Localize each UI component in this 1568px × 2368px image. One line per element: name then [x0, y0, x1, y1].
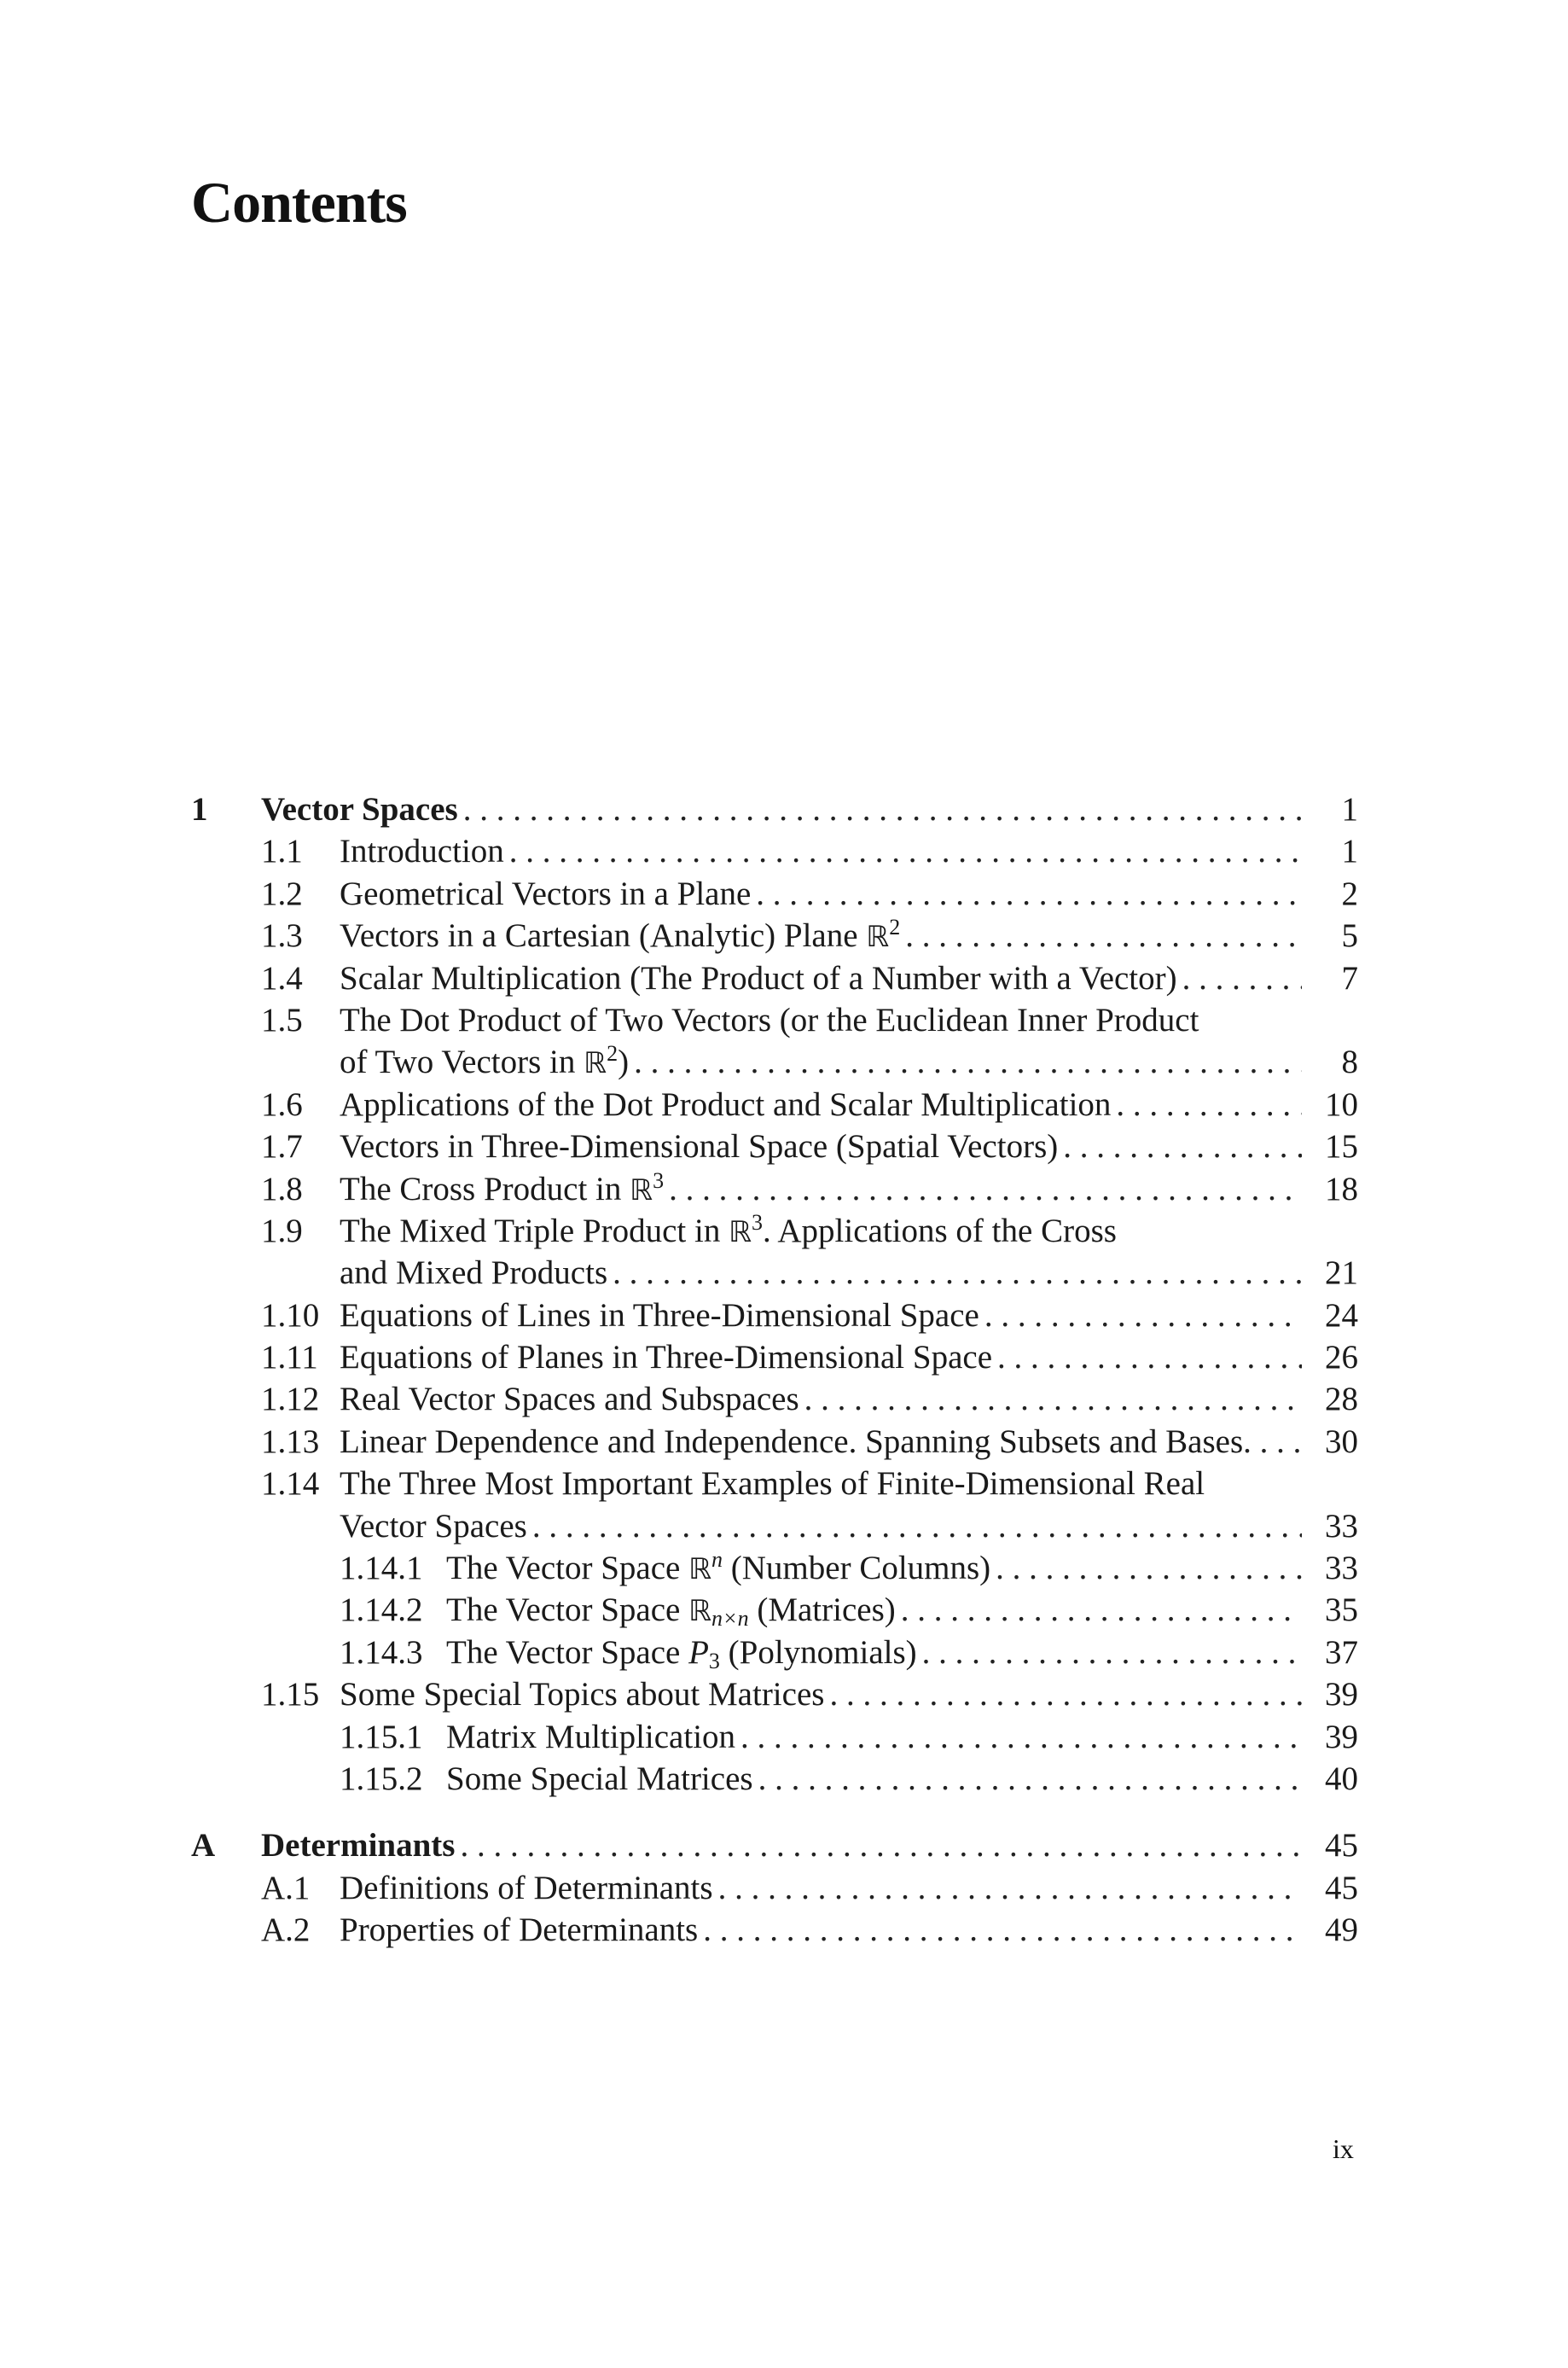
dot-leader — [756, 873, 1302, 915]
dot-leader — [984, 1295, 1302, 1336]
entry-page: 45 — [1325, 1869, 1358, 1906]
entry-page: 28 — [1325, 1381, 1358, 1418]
entry-number: 1.13 — [261, 1423, 320, 1460]
entry-title: Some Special Topics about Matrices — [340, 1676, 825, 1713]
dot-leader — [922, 1632, 1302, 1673]
entry-page: 35 — [1325, 1591, 1358, 1629]
entry-number: 1.6 — [261, 1085, 303, 1123]
entry-number: 1.7 — [261, 1128, 303, 1166]
toc-entry-1-14-continued[interactable] — [191, 1505, 1358, 1547]
entry-title: Introduction — [340, 833, 504, 870]
entry-number: A — [191, 1827, 216, 1865]
entry-title: The Vector Space ℝ$_{n\times n}$ (Matrices) — [446, 1591, 896, 1632]
dot-leader — [1063, 1126, 1302, 1167]
entry-title: The Mixed Triple Product in ℝ$^3$. Applications of the Cross — [340, 1209, 1117, 1249]
dot-leader — [758, 1758, 1302, 1800]
toc-entry-1-8[interactable] — [191, 1168, 1358, 1210]
dot-leader — [1116, 1084, 1302, 1126]
toc-entry-a-2[interactable] — [191, 1909, 1358, 1951]
toc-entry-1-15-1[interactable] — [191, 1716, 1358, 1758]
entry-number: 1.11 — [261, 1339, 318, 1376]
entry-title: Linear Dependence and Independence. Spanning Subsets and Bases — [340, 1423, 1244, 1460]
dot-leader — [460, 1824, 1302, 1866]
entry-number: 1.9 — [261, 1212, 303, 1249]
toc-entry-1-14-1[interactable] — [191, 1547, 1358, 1589]
entry-title: The Vector Space $P_3$ (Polynomials) — [446, 1633, 917, 1673]
toc-entry-chapter-1[interactable] — [191, 788, 1358, 830]
dot-leader — [703, 1909, 1302, 1951]
toc-entry-1-9-continued[interactable] — [191, 1252, 1358, 1294]
dot-leader — [1182, 957, 1302, 999]
entry-number: 1.14.1 — [340, 1550, 423, 1587]
entry-page: 49 — [1325, 1911, 1358, 1949]
toc-entry-1-3[interactable] — [191, 915, 1358, 957]
dot-leader — [740, 1716, 1302, 1758]
entry-page: 39 — [1325, 1718, 1358, 1755]
toc-entry-1-4[interactable] — [191, 957, 1358, 999]
page-title: Contents — [191, 170, 407, 235]
entry-number: 1.1 — [261, 833, 303, 870]
entry-number: 1.4 — [261, 959, 303, 997]
toc-entry-appendix-a[interactable] — [191, 1824, 1358, 1866]
page-number: ix — [1333, 2133, 1354, 2164]
dot-leader — [829, 1673, 1302, 1715]
toc-entry-1-14-3[interactable] — [191, 1632, 1358, 1673]
toc-entry-1-10[interactable] — [191, 1295, 1358, 1336]
entry-number: 1.14 — [261, 1465, 320, 1503]
toc-entry-1-9[interactable] — [191, 1210, 1358, 1252]
entry-number: 1.3 — [261, 917, 303, 955]
entry-page: 10 — [1325, 1085, 1358, 1123]
entry-number: 1.2 — [261, 875, 303, 912]
entry-title: Vector Spaces — [261, 791, 458, 828]
entry-number: 1.15 — [261, 1676, 320, 1713]
entry-title: Properties of Determinants — [340, 1911, 699, 1949]
entry-number: 1.10 — [261, 1296, 320, 1334]
entry-page: 37 — [1325, 1633, 1358, 1671]
entry-number: 1.12 — [261, 1381, 320, 1418]
toc-entry-1-5-continued[interactable] — [191, 1041, 1358, 1083]
entry-page: 18 — [1325, 1170, 1358, 1207]
dot-leader — [532, 1505, 1302, 1547]
entry-title: Matrix Multiplication — [446, 1718, 736, 1755]
toc-entry-1-7[interactable] — [191, 1126, 1358, 1167]
dot-leader — [804, 1378, 1302, 1420]
dot-leader — [634, 1041, 1302, 1083]
entry-title: Equations of Planes in Three-Dimensional Space — [340, 1339, 993, 1376]
entry-number: 1.14.3 — [340, 1633, 423, 1671]
entry-title: Equations of Lines in Three-Dimensional Space — [340, 1296, 979, 1334]
entry-page: 39 — [1325, 1676, 1358, 1713]
entry-title-continued: Vector Spaces — [340, 1507, 527, 1545]
entry-number: 1.14.2 — [340, 1591, 423, 1629]
toc-entry-a-1[interactable] — [191, 1867, 1358, 1909]
toc-entry-1-1[interactable] — [191, 830, 1358, 872]
dot-leader — [997, 1336, 1302, 1378]
entry-number: 1.15.1 — [340, 1718, 423, 1755]
entry-title: The Three Most Important Examples of Finite-Dimensional Real — [340, 1465, 1205, 1503]
entry-title-continued: of Two Vectors in ℝ$^2$) — [340, 1041, 630, 1081]
entry-title: The Vector Space ℝ$^n$ (Number Columns) — [446, 1547, 991, 1587]
entry-page: 30 — [1325, 1423, 1358, 1460]
entry-page: 45 — [1325, 1827, 1358, 1865]
entry-page: 1 — [1341, 833, 1358, 870]
entry-title: The Cross Product in ℝ$^3$ — [340, 1167, 665, 1207]
toc-entry-1-11[interactable] — [191, 1336, 1358, 1378]
entry-number: 1.8 — [261, 1170, 303, 1207]
toc-entry-1-15[interactable] — [191, 1673, 1358, 1715]
entry-title: Some Special Matrices — [446, 1760, 753, 1797]
entry-title-continued: and Mixed Products — [340, 1254, 608, 1292]
entry-title: Real Vector Spaces and Subspaces — [340, 1381, 799, 1418]
dot-leader — [463, 788, 1302, 830]
toc-entry-1-14-2[interactable] — [191, 1589, 1358, 1631]
dot-leader — [509, 830, 1302, 872]
dot-leader — [996, 1547, 1302, 1589]
entry-title: The Dot Product of Two Vectors (or the Euclidean Inner Product — [340, 1001, 1199, 1039]
entry-number: 1 — [191, 791, 208, 828]
dot-leader — [901, 1589, 1302, 1631]
toc-entry-1-5[interactable] — [191, 999, 1358, 1041]
entry-page: 7 — [1341, 959, 1358, 997]
entry-page: 2 — [1341, 875, 1358, 912]
toc-entry-1-14[interactable] — [191, 1463, 1358, 1504]
entry-page: 33 — [1325, 1550, 1358, 1587]
dot-leader — [669, 1168, 1302, 1210]
dot-leader — [718, 1867, 1302, 1909]
entry-title: Scalar Multiplication (The Product of a Number with a Vector) — [340, 959, 1177, 997]
entry-page: 21 — [1325, 1254, 1358, 1292]
toc-entry-1-6[interactable] — [191, 1084, 1358, 1126]
entry-page: 24 — [1325, 1296, 1358, 1334]
toc-entry-1-12[interactable] — [191, 1378, 1358, 1420]
entry-title: Applications of the Dot Product and Scalar Multiplication — [340, 1085, 1112, 1123]
entry-number: 1.15.2 — [340, 1760, 423, 1797]
entry-page: 15 — [1325, 1128, 1358, 1166]
entry-page: 26 — [1325, 1339, 1358, 1376]
entry-title: Vectors in a Cartesian (Analytic) Plane ℝ$^2$ — [340, 915, 901, 955]
entry-title: Determinants — [261, 1827, 456, 1865]
dot-leader — [1243, 1421, 1307, 1463]
dot-leader — [613, 1252, 1302, 1294]
table-of-contents — [191, 788, 1358, 1952]
toc-entry-1-15-2[interactable] — [191, 1758, 1358, 1800]
entry-title: Vectors in Three-Dimensional Space (Spatial Vectors) — [340, 1128, 1059, 1166]
entry-page: 5 — [1341, 917, 1358, 955]
entry-page: 33 — [1325, 1507, 1358, 1545]
entry-page: 8 — [1341, 1044, 1358, 1081]
dot-leader — [905, 915, 1302, 957]
entry-page: 40 — [1325, 1760, 1358, 1797]
entry-number: A.1 — [261, 1869, 311, 1906]
entry-title: Definitions of Determinants — [340, 1869, 713, 1906]
entry-title: Geometrical Vectors in a Plane — [340, 875, 752, 912]
entry-number: A.2 — [261, 1911, 311, 1949]
entry-page: 1 — [1341, 791, 1358, 828]
toc-entry-1-2[interactable] — [191, 873, 1358, 915]
toc-entry-1-13[interactable] — [191, 1421, 1358, 1463]
entry-number: 1.5 — [261, 1001, 303, 1039]
